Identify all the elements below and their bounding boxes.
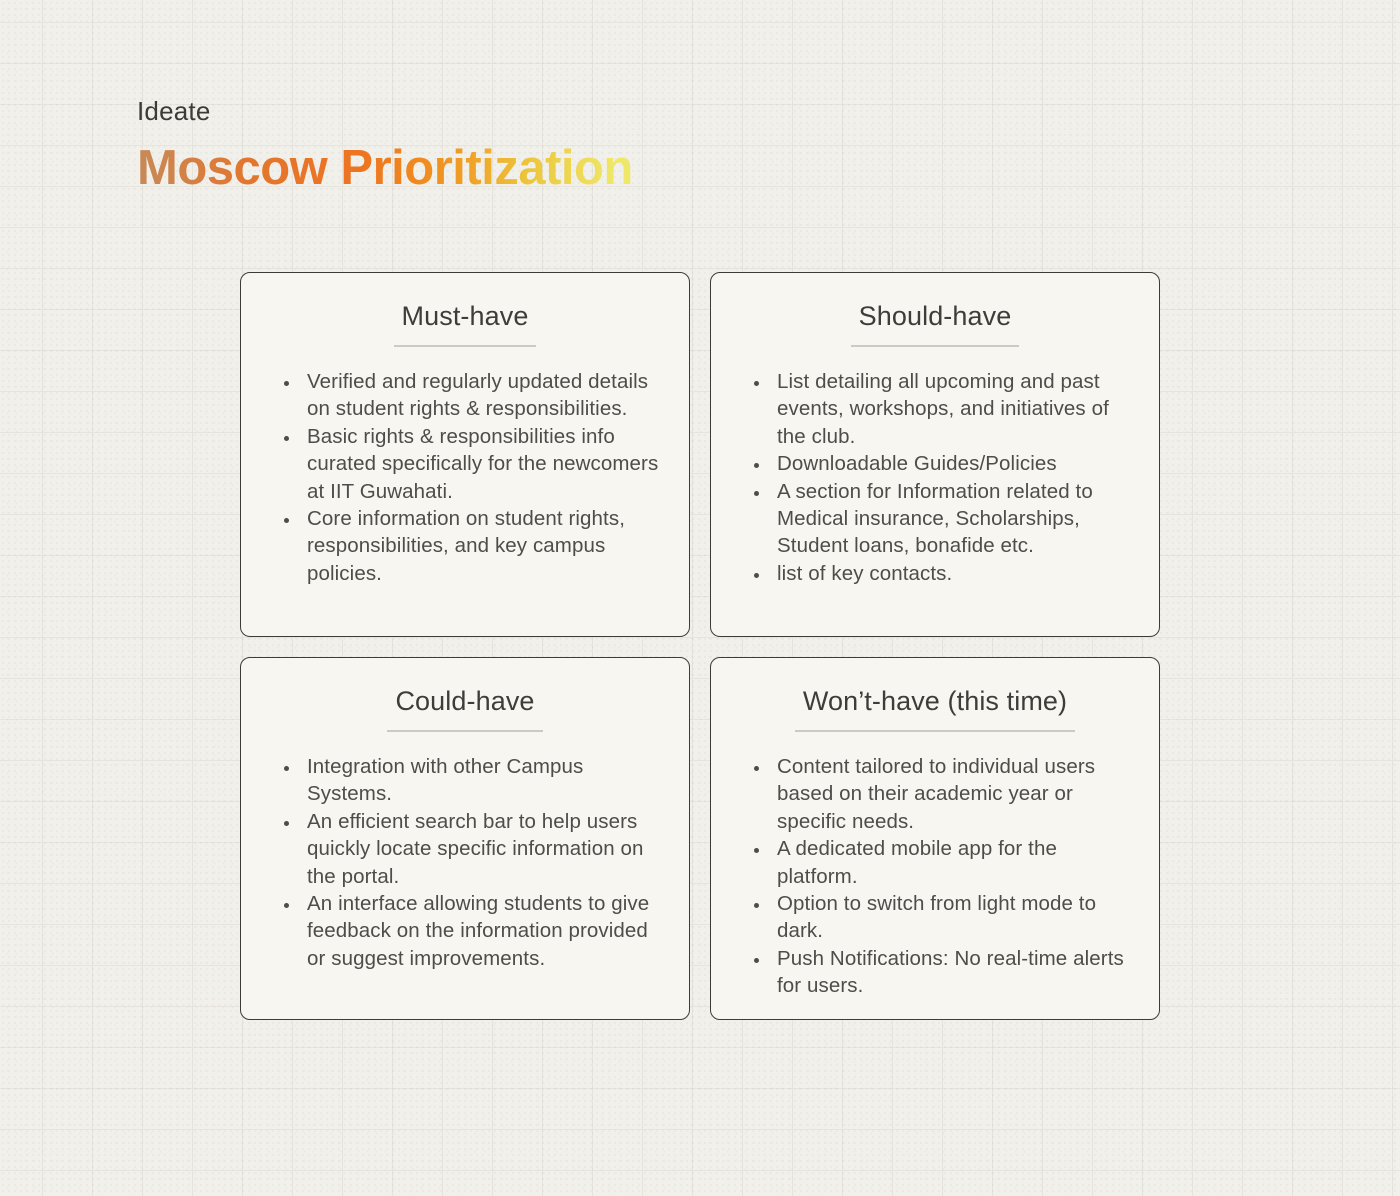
quadrant-title-row: [271, 686, 659, 732]
bullet-item: • An efficient search bar to help users quickly locate specific information on the portal.: [301, 808, 659, 890]
quadrant-list-must-have: [271, 368, 659, 587]
bullet-item: • A section for Information related to Medical insurance, Scholarships, Student loans, bonafide etc.: [771, 478, 1129, 560]
quadrant-list-wont-have: [741, 753, 1129, 1000]
bullet-item: • list of key contacts.: [771, 560, 1129, 587]
quadrant-must-have: [240, 272, 690, 637]
quadrant-list-could-have: [271, 753, 659, 972]
bullet-item: • List detailing all upcoming and past events, workshops, and initiatives of the club.: [771, 368, 1129, 450]
bullet-item: • Downloadable Guides/Policies: [771, 450, 1129, 477]
bullet-item: • Push Notifications: No real-time alerts for users.: [771, 945, 1129, 1000]
bullet-item: • Basic rights & responsibilities info curated specifically for the newcomers at IIT Guwahati.: [301, 423, 659, 505]
quadrant-should-have: [710, 272, 1160, 637]
quadrant-title-wont-have: Won’t-have (this time): [795, 686, 1075, 732]
bullet-item: • Core information on student rights, responsibilities, and key campus policies.: [301, 505, 659, 587]
quadrant-title-could-have: Could-have: [387, 686, 542, 732]
bullet-item: • Option to switch from light mode to dark.: [771, 890, 1129, 945]
quadrant-title-row: [741, 301, 1129, 347]
eyebrow-label: Ideate: [137, 96, 211, 126]
quadrant-title-must-have: Must-have: [394, 301, 537, 347]
bullet-item: • Integration with other Campus Systems.: [301, 753, 659, 808]
bullet-item: • Content tailored to individual users based on their academic year or specific needs.: [771, 753, 1129, 835]
bullet-item: • An interface allowing students to give feedback on the information provided or suggest improvements.: [301, 890, 659, 972]
quadrant-grid: [240, 272, 1160, 1020]
quadrant-wont-have: [710, 657, 1160, 1020]
bullet-item: • Verified and regularly updated details on student rights & responsibilities.: [301, 368, 659, 423]
page-title: Moscow Prioritization: [137, 141, 633, 195]
quadrant-title-row: [271, 301, 659, 347]
quadrant-could-have: [240, 657, 690, 1020]
quadrant-list-should-have: [741, 368, 1129, 587]
quadrant-title-should-have: Should-have: [851, 301, 1020, 347]
bullet-item: • A dedicated mobile app for the platform.: [771, 835, 1129, 890]
quadrant-title-row: [741, 686, 1129, 732]
board-header: [137, 96, 633, 196]
